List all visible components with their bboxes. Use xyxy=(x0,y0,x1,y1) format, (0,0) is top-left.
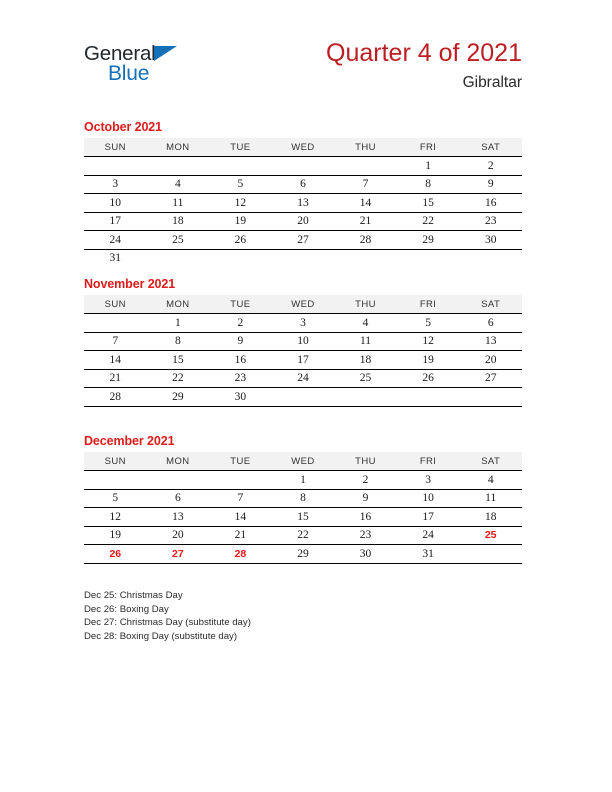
day-cell: 9 xyxy=(334,489,397,508)
day-cell-empty xyxy=(272,157,335,176)
day-cell-empty xyxy=(334,249,397,267)
weekday-header-mon: MON xyxy=(147,296,210,314)
week-row xyxy=(84,157,522,176)
day-cell: 22 xyxy=(397,212,460,231)
weekday-header-tue: TUE xyxy=(209,139,272,157)
day-cell: 5 xyxy=(209,175,272,194)
day-cell: 3 xyxy=(84,175,147,194)
weekday-header-thu: THU xyxy=(334,139,397,157)
table-header-row xyxy=(84,453,522,471)
day-cell: 24 xyxy=(272,369,335,388)
country-label: Gibraltar xyxy=(462,74,522,91)
day-cell: 14 xyxy=(334,194,397,213)
day-cell: 20 xyxy=(459,351,522,370)
month-block-november xyxy=(84,277,522,407)
day-cell: 23 xyxy=(459,212,522,231)
day-cell: 12 xyxy=(397,332,460,351)
day-cell: 2 xyxy=(334,471,397,490)
week-row xyxy=(84,231,522,250)
weekday-header-wed: WED xyxy=(272,296,335,314)
day-cell-empty xyxy=(209,157,272,176)
day-cell: 22 xyxy=(272,526,335,545)
weekday-header-row xyxy=(84,296,522,314)
day-cell: 15 xyxy=(397,194,460,213)
page-header xyxy=(84,38,522,106)
day-cell-empty xyxy=(84,314,147,333)
day-cell: 16 xyxy=(334,508,397,527)
day-cell: 6 xyxy=(272,175,335,194)
day-cell: 28 xyxy=(334,231,397,250)
day-cell: 3 xyxy=(272,314,335,333)
week-row xyxy=(84,351,522,370)
day-cell: 15 xyxy=(147,351,210,370)
weekday-header-sun: SUN xyxy=(84,453,147,471)
weekday-header-sat: SAT xyxy=(459,139,522,157)
weekday-header-wed: WED xyxy=(272,453,335,471)
weekday-header-row xyxy=(84,453,522,471)
day-cell: 30 xyxy=(459,231,522,250)
weekday-header-thu: THU xyxy=(334,296,397,314)
day-cell: 17 xyxy=(272,351,335,370)
day-cell: 29 xyxy=(397,231,460,250)
calendar-body xyxy=(84,314,522,407)
logo-text-blue: Blue xyxy=(108,62,150,85)
day-cell-holiday: 25 xyxy=(459,526,522,545)
weekday-header-tue: TUE xyxy=(209,296,272,314)
weekday-header-mon: MON xyxy=(147,139,210,157)
month-block-october xyxy=(84,120,522,267)
month-label: October 2021 xyxy=(84,120,163,134)
day-cell: 24 xyxy=(397,526,460,545)
day-cell: 10 xyxy=(84,194,147,213)
day-cell: 21 xyxy=(334,212,397,231)
week-row xyxy=(84,175,522,194)
week-row xyxy=(84,489,522,508)
day-cell: 16 xyxy=(209,351,272,370)
day-cell: 4 xyxy=(459,471,522,490)
calendar-table-december xyxy=(84,452,522,564)
day-cell: 21 xyxy=(209,526,272,545)
day-cell: 24 xyxy=(84,231,147,250)
day-cell: 18 xyxy=(459,508,522,527)
day-cell: 19 xyxy=(209,212,272,231)
calendar-table-october xyxy=(84,138,522,267)
day-cell-empty xyxy=(397,249,460,267)
weekday-header-fri: FRI xyxy=(397,453,460,471)
week-row xyxy=(84,332,522,351)
day-cell-empty xyxy=(272,388,335,407)
weekday-header-wed: WED xyxy=(272,139,335,157)
day-cell: 23 xyxy=(209,369,272,388)
general-blue-logo xyxy=(84,42,204,90)
day-cell: 22 xyxy=(147,369,210,388)
day-cell: 5 xyxy=(84,489,147,508)
day-cell: 4 xyxy=(147,175,210,194)
week-row xyxy=(84,508,522,527)
weekday-header-sat: SAT xyxy=(459,453,522,471)
day-cell: 23 xyxy=(334,526,397,545)
day-cell: 29 xyxy=(272,545,335,564)
day-cell: 12 xyxy=(84,508,147,527)
day-cell: 18 xyxy=(334,351,397,370)
day-cell: 7 xyxy=(334,175,397,194)
holiday-list-item: Dec 27: Christmas Day (substitute day) xyxy=(84,617,251,628)
week-row xyxy=(84,249,522,267)
day-cell-empty xyxy=(459,388,522,407)
weekday-header-fri: FRI xyxy=(397,139,460,157)
day-cell: 7 xyxy=(84,332,147,351)
logo-text-general: General xyxy=(84,42,156,65)
weekday-header-tue: TUE xyxy=(209,453,272,471)
holiday-list-item: Dec 28: Boxing Day (substitute day) xyxy=(84,630,238,642)
day-cell: 3 xyxy=(397,471,460,490)
day-cell: 31 xyxy=(397,545,460,564)
day-cell-empty xyxy=(84,157,147,176)
weekday-header-sun: SUN xyxy=(84,296,147,314)
day-cell: 27 xyxy=(272,231,335,250)
day-cell-empty xyxy=(147,471,210,490)
day-cell: 27 xyxy=(459,369,522,388)
day-cell-holiday: 26 xyxy=(84,545,147,564)
day-cell: 10 xyxy=(272,332,335,351)
day-cell: 19 xyxy=(84,526,147,545)
month-label: November 2021 xyxy=(84,277,176,291)
day-cell: 12 xyxy=(209,194,272,213)
day-cell: 25 xyxy=(147,231,210,250)
day-cell: 17 xyxy=(84,212,147,231)
day-cell: 17 xyxy=(397,508,460,527)
week-row xyxy=(84,526,522,545)
month-block-december xyxy=(84,434,522,564)
week-row xyxy=(84,314,522,333)
day-cell: 11 xyxy=(459,489,522,508)
week-row xyxy=(84,194,522,213)
day-cell: 28 xyxy=(84,388,147,407)
day-cell: 9 xyxy=(459,175,522,194)
day-cell: 2 xyxy=(459,157,522,176)
weekday-header-sun: SUN xyxy=(84,139,147,157)
day-cell-empty xyxy=(459,545,522,564)
weekday-header-thu: THU xyxy=(334,453,397,471)
holiday-list-item: Dec 26: Boxing Day xyxy=(84,603,169,615)
weekday-header-sat: SAT xyxy=(459,296,522,314)
title-block xyxy=(326,38,522,94)
day-cell: 20 xyxy=(147,526,210,545)
day-cell: 18 xyxy=(147,212,210,231)
day-cell: 2 xyxy=(209,314,272,333)
day-cell: 9 xyxy=(209,332,272,351)
day-cell: 29 xyxy=(147,388,210,407)
day-cell: 6 xyxy=(147,489,210,508)
day-cell-holiday: 28 xyxy=(209,545,272,564)
day-cell: 16 xyxy=(459,194,522,213)
day-cell-empty xyxy=(209,249,272,267)
day-cell: 20 xyxy=(272,212,335,231)
day-cell: 26 xyxy=(397,369,460,388)
day-cell: 26 xyxy=(209,231,272,250)
month-label: December 2021 xyxy=(84,434,175,448)
week-row xyxy=(84,471,522,490)
day-cell-holiday: 27 xyxy=(147,545,210,564)
day-cell-empty xyxy=(209,471,272,490)
week-row xyxy=(84,545,522,564)
day-cell: 11 xyxy=(147,194,210,213)
day-cell-empty xyxy=(334,388,397,407)
holiday-list xyxy=(84,589,522,643)
page-title: Quarter 4 of 2021 xyxy=(326,39,522,67)
day-cell: 15 xyxy=(272,508,335,527)
day-cell: 31 xyxy=(109,252,122,265)
day-cell: 14 xyxy=(209,508,272,527)
day-cell: 8 xyxy=(272,489,335,508)
week-row xyxy=(84,212,522,231)
table-header-row xyxy=(84,296,522,314)
day-cell: 8 xyxy=(147,332,210,351)
day-cell: 19 xyxy=(397,351,460,370)
day-cell: 8 xyxy=(397,175,460,194)
day-cell: 6 xyxy=(459,314,522,333)
day-cell: 10 xyxy=(397,489,460,508)
day-cell-empty xyxy=(272,249,335,267)
day-cell: 4 xyxy=(334,314,397,333)
day-cell: 25 xyxy=(334,369,397,388)
holiday-list-item: Dec 25: Christmas Day xyxy=(84,590,183,601)
week-row xyxy=(84,388,522,407)
day-cell-empty xyxy=(84,471,147,490)
day-cell: 13 xyxy=(147,508,210,527)
day-cell: 5 xyxy=(397,314,460,333)
day-cell: 1 xyxy=(147,314,210,333)
blue-triangle-icon xyxy=(154,46,177,61)
table-header-row xyxy=(84,139,522,157)
day-cell: 7 xyxy=(209,489,272,508)
day-cell: 13 xyxy=(272,194,335,213)
day-cell-empty xyxy=(397,388,460,407)
week-row xyxy=(84,369,522,388)
weekday-header-mon: MON xyxy=(147,453,210,471)
day-cell-empty xyxy=(334,157,397,176)
calendar-table-november xyxy=(84,295,522,407)
weekday-header-row xyxy=(84,139,522,157)
day-cell: 30 xyxy=(334,545,397,564)
day-cell-empty xyxy=(147,157,210,176)
day-cell: 21 xyxy=(84,369,147,388)
day-cell: 1 xyxy=(272,471,335,490)
weekday-header-fri: FRI xyxy=(397,296,460,314)
day-cell-empty xyxy=(147,249,210,267)
day-cell: 11 xyxy=(334,332,397,351)
day-cell: 13 xyxy=(459,332,522,351)
day-cell-empty xyxy=(459,249,522,267)
day-cell: 30 xyxy=(209,388,272,407)
day-cell: 1 xyxy=(397,157,460,176)
day-cell: 14 xyxy=(84,351,147,370)
calendar-body xyxy=(84,157,522,268)
calendar-body xyxy=(84,471,522,564)
